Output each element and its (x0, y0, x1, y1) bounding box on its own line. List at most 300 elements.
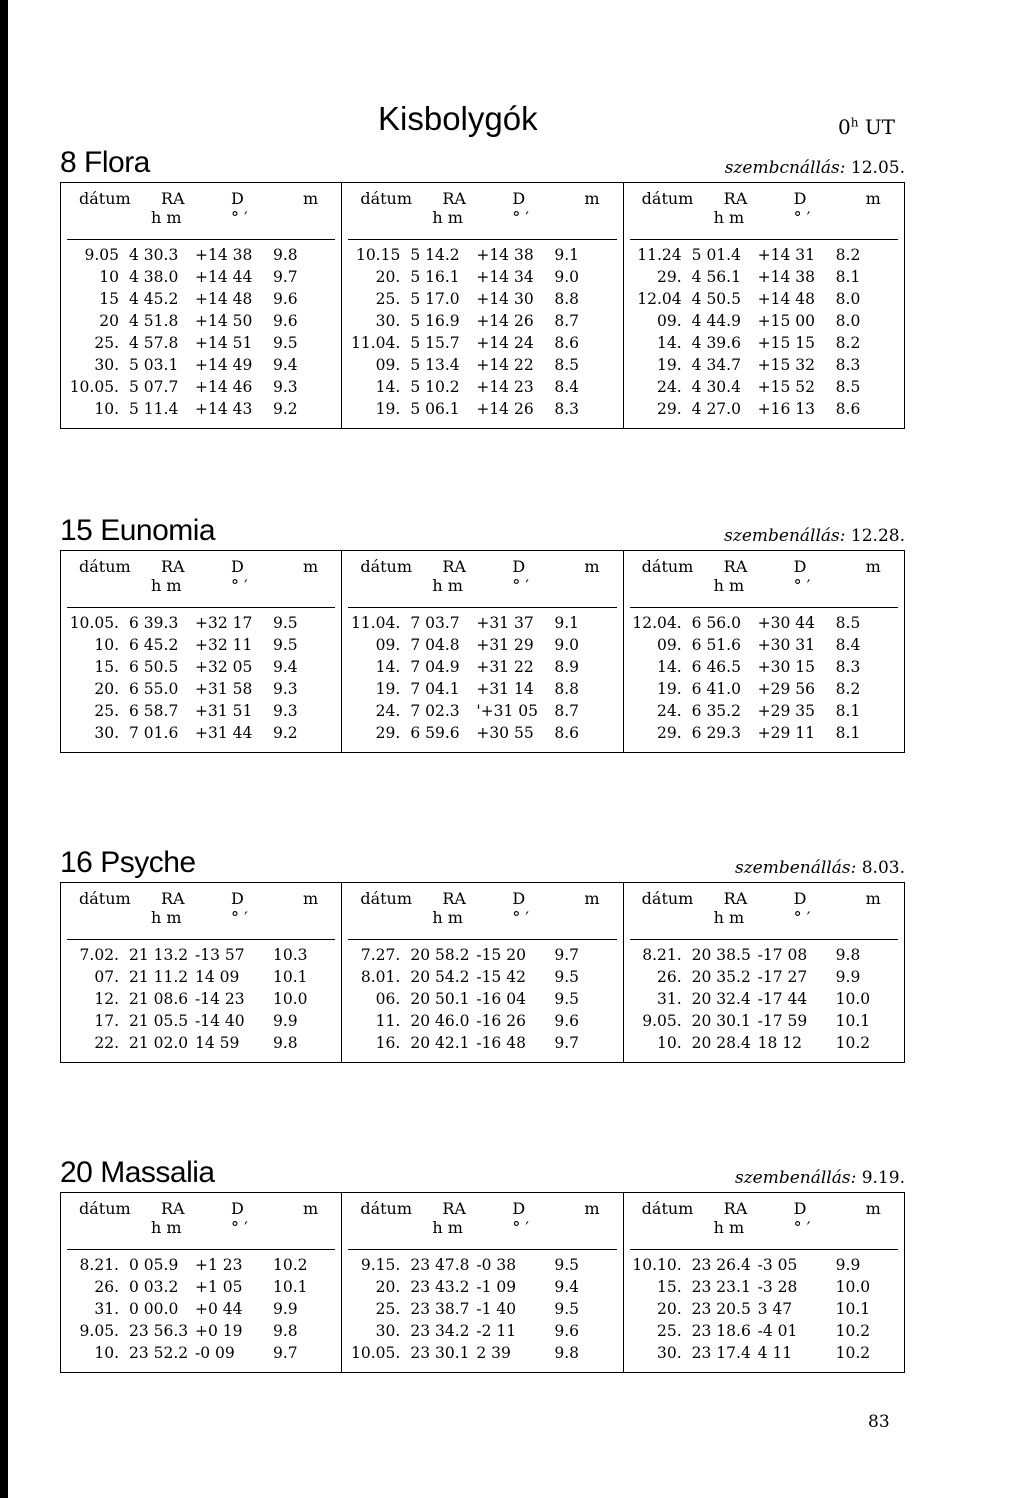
cell-date: 24. (657, 702, 682, 720)
opposition-info (725, 158, 905, 178)
cell-date: 16. (375, 1034, 401, 1052)
cell-mag: 10.2 (835, 1344, 871, 1362)
table-row (624, 724, 904, 746)
cell-dec: +14 51 (195, 334, 253, 352)
header-rule (630, 939, 898, 940)
cell-mag: 9.8 (554, 1344, 579, 1362)
header-ra: RA (442, 889, 466, 908)
header-ra: RA (161, 1199, 185, 1218)
cell-dec: 2 39 (476, 1344, 511, 1362)
opposition-date: 12.28. (850, 526, 905, 546)
cell-ra: 4 51.8 (129, 312, 179, 330)
cell-ra: 23 26.4 (691, 1256, 751, 1274)
cell-mag: 8.5 (554, 356, 579, 374)
opposition-date: 8.03. (861, 858, 905, 878)
table-row (342, 334, 622, 356)
cell-ra: 23 30.1 (410, 1344, 470, 1362)
table-column (342, 183, 623, 428)
cell-dec: +14 30 (476, 290, 534, 308)
header-date: dátum (641, 1199, 694, 1218)
header-d-unit: ° ′ (231, 1218, 248, 1237)
header-ra-unit: h m (151, 908, 182, 927)
table-row (624, 680, 904, 702)
cell-ra: 5 03.1 (129, 356, 179, 374)
cell-ra: 23 17.4 (691, 1344, 751, 1362)
cell-dec: -3 05 (757, 1256, 798, 1274)
cell-ra: 21 08.6 (129, 990, 189, 1008)
header-m: m (303, 1199, 319, 1218)
table-row (61, 1300, 341, 1322)
table-row (342, 1278, 622, 1300)
column-header (61, 887, 341, 931)
cell-date: 09. (375, 636, 401, 654)
section-header (60, 140, 905, 182)
table-row (342, 636, 622, 658)
cell-date: 7.27. (360, 946, 401, 964)
cell-mag: 10.1 (273, 968, 308, 986)
table-row (624, 636, 904, 658)
header-rule (67, 607, 335, 608)
cell-mag: 8.0 (835, 290, 861, 308)
table-row (61, 1344, 341, 1366)
cell-date: 7.02. (79, 946, 119, 964)
cell-date: 9.05. (642, 1012, 682, 1030)
cell-ra: 6 51.6 (691, 636, 741, 654)
table-row (624, 1012, 904, 1034)
cell-mag: 9.5 (554, 1300, 579, 1318)
table-row (342, 658, 622, 680)
opposition-date: 9.19. (861, 1168, 905, 1188)
cell-mag: 9.5 (273, 636, 298, 654)
table-column (624, 183, 904, 428)
cell-dec: +14 23 (476, 378, 534, 396)
header-d-unit: ° ′ (793, 908, 811, 927)
cell-ra: 20 28.4 (691, 1034, 751, 1052)
cell-date: 10. (94, 400, 119, 418)
cell-dec: 4 11 (757, 1344, 793, 1362)
cell-date: 15. (94, 658, 119, 676)
cell-ra: 5 15.7 (410, 334, 460, 352)
cell-dec: +31 22 (476, 658, 534, 676)
page (8, 0, 1024, 1498)
cell-dec: +32 17 (195, 614, 253, 632)
page-title: Kisbolygók (378, 100, 538, 137)
cell-date: 10.05. (69, 378, 119, 396)
cell-date: 30. (375, 1322, 401, 1340)
cell-mag: 8.7 (554, 312, 579, 330)
column-header (61, 555, 341, 599)
cell-date: 10. (94, 1344, 119, 1362)
cell-mag: 10.2 (273, 1256, 308, 1274)
cell-mag: 9.4 (273, 658, 298, 676)
cell-mag: 10.0 (273, 990, 308, 1008)
header-ra-unit: h m (432, 908, 463, 927)
column-header (342, 555, 622, 599)
page-number: 83 (868, 1412, 890, 1432)
cell-dec: +31 44 (195, 724, 253, 742)
cell-dec: -1 09 (476, 1278, 517, 1296)
time-reference (838, 115, 895, 139)
cell-dec: -13 57 (195, 946, 245, 964)
cell-mag: 9.5 (273, 334, 298, 352)
cell-date: 09. (657, 312, 682, 330)
cell-date: 30. (375, 312, 401, 330)
cell-dec: +15 52 (757, 378, 816, 396)
asteroid-section (60, 1150, 905, 1373)
cell-dec: +29 11 (757, 724, 816, 742)
cell-ra: 6 35.2 (691, 702, 741, 720)
cell-dec: +31 14 (476, 680, 534, 698)
table-row (61, 658, 341, 680)
cell-date: 14. (375, 658, 401, 676)
cell-date: 11.04. (351, 614, 401, 632)
cell-date: 24. (375, 702, 401, 720)
table-column (61, 1193, 342, 1372)
header-rule (348, 939, 616, 940)
header-ra: RA (442, 1199, 466, 1218)
asteroid-name: 8 Flora (60, 146, 150, 179)
table-row (624, 614, 904, 636)
cell-dec: -17 27 (757, 968, 808, 986)
table-row (61, 968, 341, 990)
header-ra: RA (161, 889, 185, 908)
header-ra: RA (723, 889, 748, 908)
cell-ra: 23 38.7 (410, 1300, 470, 1318)
header-date: dátum (641, 557, 694, 576)
cell-mag: 8.7 (554, 702, 579, 720)
table-row (342, 1012, 622, 1034)
header-d: D (512, 557, 526, 576)
table-row (342, 312, 622, 334)
cell-ra: 23 43.2 (410, 1278, 470, 1296)
column-header (342, 887, 622, 931)
cell-ra: 4 56.1 (691, 268, 741, 286)
cell-ra: 0 05.9 (129, 1256, 179, 1274)
table-row (624, 268, 904, 290)
cell-ra: 20 50.1 (410, 990, 470, 1008)
cell-ra: 20 46.0 (410, 1012, 470, 1030)
cell-dec: -17 44 (757, 990, 808, 1008)
cell-date: 11.04. (351, 334, 401, 352)
asteroid-name: 20 Massalia (60, 1156, 215, 1189)
header-rule (630, 607, 898, 608)
cell-mag: 9.9 (835, 968, 861, 986)
cell-date: 8.21. (642, 946, 682, 964)
header-m: m (865, 889, 881, 908)
cell-date: 24. (657, 378, 682, 396)
cell-date: 9.05 (84, 246, 119, 264)
cell-date: 25. (94, 702, 119, 720)
table-row (61, 400, 341, 422)
table-row (624, 356, 904, 378)
cell-mag: 9.5 (273, 614, 298, 632)
header-d-unit: ° ′ (231, 908, 248, 927)
cell-date: 14. (657, 658, 682, 676)
opposition-label: szembenállás: (734, 1168, 857, 1188)
cell-ra: 23 23.1 (691, 1278, 751, 1296)
cell-date: 25. (375, 290, 401, 308)
cell-ra: 4 45.2 (129, 290, 179, 308)
cell-dec: +1 23 (195, 1256, 243, 1274)
cell-date: 14. (375, 378, 401, 396)
cell-date: 20. (375, 268, 401, 286)
table-row (342, 1300, 622, 1322)
cell-ra: 20 42.1 (410, 1034, 470, 1052)
cell-ra: 4 27.0 (691, 400, 741, 418)
asteroid-section (60, 508, 905, 753)
cell-date: 09. (375, 356, 401, 374)
table-row (624, 290, 904, 312)
cell-date: 25. (94, 334, 119, 352)
cell-mag: 9.9 (273, 1300, 298, 1318)
cell-mag: 10.1 (273, 1278, 308, 1296)
header-d: D (512, 189, 526, 208)
cell-ra: 6 58.7 (129, 702, 179, 720)
header-rule (348, 1249, 616, 1250)
cell-dec: '+31 05 (476, 702, 538, 720)
time-ref-unit: UT (858, 115, 896, 139)
cell-date: 9.05. (79, 1322, 119, 1340)
header-d: D (231, 1199, 244, 1218)
table-column (624, 883, 904, 1062)
table-column (61, 183, 342, 428)
table-row (624, 658, 904, 680)
cell-mag: 9.8 (273, 246, 298, 264)
header-d-unit: ° ′ (793, 1218, 811, 1237)
cell-dec: 18 12 (757, 1034, 803, 1052)
cell-ra: 5 10.2 (410, 378, 460, 396)
cell-mag: 8.1 (835, 268, 861, 286)
cell-mag: 9.0 (554, 636, 579, 654)
cell-date: 10.05. (69, 614, 119, 632)
cell-mag: 9.4 (273, 356, 298, 374)
cell-dec: +30 31 (757, 636, 816, 654)
cell-dec: -17 59 (757, 1012, 808, 1030)
cell-mag: 10.2 (835, 1322, 871, 1340)
table-row (61, 946, 341, 968)
table-row (342, 268, 622, 290)
cell-dec: -15 42 (476, 968, 526, 986)
cell-ra: 4 30.3 (129, 246, 179, 264)
cell-date: 19. (657, 356, 682, 374)
header-rule (67, 239, 335, 240)
cell-dec: +14 38 (195, 246, 253, 264)
header-date: dátum (360, 1199, 413, 1218)
cell-ra: 5 13.4 (410, 356, 460, 374)
ephemeris-table (60, 550, 905, 753)
cell-ra: 6 29.3 (691, 724, 741, 742)
cell-ra: 21 11.2 (129, 968, 189, 986)
cell-dec: -16 48 (476, 1034, 526, 1052)
cell-mag: 9.5 (554, 1256, 579, 1274)
table-row (624, 1034, 904, 1056)
header-date: dátum (360, 189, 413, 208)
header-rule (348, 239, 616, 240)
cell-dec: +14 24 (476, 334, 534, 352)
cell-dec: -14 40 (195, 1012, 245, 1030)
cell-mag: 9.1 (554, 246, 579, 264)
table-row (61, 1322, 341, 1344)
header-m: m (303, 189, 319, 208)
cell-mag: 8.6 (835, 400, 861, 418)
cell-mag: 9.9 (273, 1012, 298, 1030)
header-d: D (793, 189, 807, 208)
table-row (624, 946, 904, 968)
time-ref-main: 0 (838, 115, 851, 139)
header-d: D (231, 889, 244, 908)
cell-mag: 9.3 (273, 702, 298, 720)
header-date: dátum (79, 1199, 131, 1218)
header-rule (630, 1249, 898, 1250)
cell-date: 12.04 (637, 290, 682, 308)
cell-ra: 5 07.7 (129, 378, 179, 396)
cell-mag: 8.3 (835, 658, 861, 676)
table-row (624, 378, 904, 400)
cell-ra: 0 03.2 (129, 1278, 179, 1296)
cell-dec: +15 32 (757, 356, 816, 374)
table-row (342, 724, 622, 746)
cell-ra: 23 18.6 (691, 1322, 751, 1340)
cell-ra: 4 34.7 (691, 356, 741, 374)
table-row (624, 400, 904, 422)
column-header (624, 187, 904, 231)
table-row (342, 246, 622, 268)
table-row (61, 378, 341, 400)
cell-ra: 5 16.1 (410, 268, 460, 286)
table-row (342, 990, 622, 1012)
cell-ra: 6 39.3 (129, 614, 179, 632)
header-ra-unit: h m (713, 1218, 745, 1237)
cell-mag: 9.2 (273, 400, 298, 418)
cell-mag: 8.3 (835, 356, 861, 374)
cell-mag: 9.7 (554, 1034, 579, 1052)
cell-dec: +14 26 (476, 400, 534, 418)
cell-ra: 20 30.1 (691, 1012, 751, 1030)
cell-dec: +15 00 (757, 312, 816, 330)
cell-date: 29. (657, 268, 682, 286)
header-date: dátum (79, 189, 131, 208)
cell-ra: 4 50.5 (691, 290, 741, 308)
cell-mag: 8.8 (554, 680, 579, 698)
cell-date: 25. (375, 1300, 401, 1318)
cell-mag: 9.3 (273, 378, 298, 396)
table-row (61, 702, 341, 724)
cell-dec: +31 29 (476, 636, 534, 654)
cell-dec: +31 58 (195, 680, 253, 698)
header-ra: RA (723, 189, 748, 208)
table-row (624, 1322, 904, 1344)
header-ra-unit: h m (432, 576, 463, 595)
cell-mag: 9.5 (554, 990, 579, 1008)
cell-dec: +14 46 (195, 378, 253, 396)
header-ra-unit: h m (151, 1218, 182, 1237)
cell-dec: +30 55 (476, 724, 534, 742)
table-row (624, 1256, 904, 1278)
header-date: dátum (79, 889, 131, 908)
header-d-unit: ° ′ (512, 908, 530, 927)
header-date: dátum (79, 557, 131, 576)
cell-dec: +31 51 (195, 702, 253, 720)
table-row (61, 246, 341, 268)
cell-dec: +14 48 (195, 290, 253, 308)
cell-ra: 5 06.1 (410, 400, 460, 418)
table-column (342, 1193, 623, 1372)
cell-ra: 7 03.7 (410, 614, 460, 632)
cell-ra: 5 16.9 (410, 312, 460, 330)
table-row (624, 312, 904, 334)
cell-date: 10.15 (355, 246, 401, 264)
cell-mag: 9.9 (835, 1256, 861, 1274)
header-m: m (303, 889, 319, 908)
header-d-unit: ° ′ (793, 576, 811, 595)
cell-ra: 20 35.2 (691, 968, 751, 986)
cell-mag: 8.2 (835, 680, 861, 698)
cell-date: 10. (94, 636, 119, 654)
header-date: dátum (641, 889, 694, 908)
cell-mag: 10.1 (835, 1300, 871, 1318)
header-d-unit: ° ′ (793, 208, 811, 227)
cell-date: 8.21. (79, 1256, 119, 1274)
cell-date: 12.04. (632, 614, 682, 632)
cell-dec: +14 48 (757, 290, 816, 308)
cell-ra: 5 17.0 (410, 290, 460, 308)
header-d: D (231, 189, 244, 208)
header-d: D (793, 889, 807, 908)
cell-dec: -17 08 (757, 946, 808, 964)
opposition-info (735, 1168, 905, 1188)
cell-ra: 6 45.2 (129, 636, 179, 654)
table-row (61, 614, 341, 636)
cell-date: 19. (375, 400, 401, 418)
header-rule (67, 1249, 335, 1250)
cell-dec: -3 28 (757, 1278, 798, 1296)
cell-date: 15. (657, 1278, 682, 1296)
table-column (624, 1193, 904, 1372)
table-row (342, 1256, 622, 1278)
table-row (624, 246, 904, 268)
cell-date: 10 (99, 268, 119, 286)
cell-date: 30. (94, 356, 119, 374)
header-d: D (231, 557, 244, 576)
cell-dec: 14 59 (195, 1034, 240, 1052)
cell-dec: +14 31 (757, 246, 816, 264)
header-ra-unit: h m (432, 208, 463, 227)
cell-mag: 10.0 (835, 990, 871, 1008)
cell-mag: 8.8 (554, 290, 579, 308)
cell-date: 29. (375, 724, 401, 742)
table-row (342, 680, 622, 702)
cell-mag: 8.5 (835, 378, 861, 396)
table-row (624, 1344, 904, 1366)
ephemeris-table (60, 182, 905, 429)
header-ra-unit: h m (713, 208, 745, 227)
cell-mag: 9.6 (554, 1012, 579, 1030)
cell-date: 10. (657, 1034, 682, 1052)
cell-date: 19. (657, 680, 682, 698)
cell-mag: 9.8 (835, 946, 861, 964)
cell-ra: 20 54.2 (410, 968, 470, 986)
cell-date: 26. (657, 968, 682, 986)
cell-mag: 9.7 (273, 1344, 298, 1362)
cell-ra: 21 05.5 (129, 1012, 189, 1030)
cell-ra: 5 14.2 (410, 246, 460, 264)
cell-ra: 7 04.9 (410, 658, 460, 676)
cell-dec: +14 49 (195, 356, 253, 374)
cell-dec: -4 01 (757, 1322, 798, 1340)
table-row (61, 680, 341, 702)
cell-ra: 7 04.8 (410, 636, 460, 654)
column-header (624, 1197, 904, 1241)
